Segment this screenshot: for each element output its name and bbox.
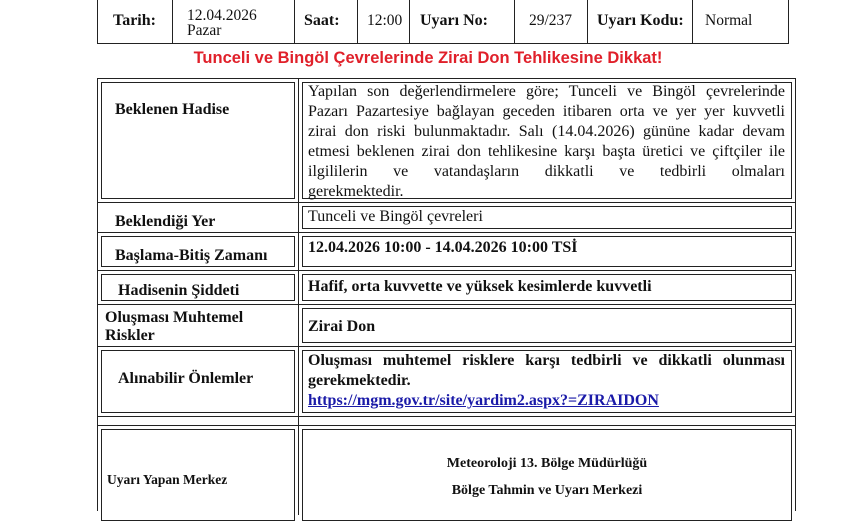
time-label-cell — [295, 0, 358, 43]
issuing-center-value-frame — [302, 429, 792, 521]
expected-place-value-cell — [299, 203, 795, 232]
time-value-cell — [358, 0, 410, 43]
possible-risks-label-line2: Riskler — [105, 327, 155, 344]
measures-line2: gerekmektedir. — [308, 372, 411, 389]
header-strip — [97, 0, 789, 44]
start-end-time-value: 12.04.2026 10:00 - 14.04.2026 10:00 TSİ — [308, 239, 578, 256]
possible-risks-label-cell — [98, 305, 299, 346]
time-value: 12:00 — [367, 12, 403, 29]
measures-text — [308, 351, 785, 411]
possible-risks-value: Zirai Don — [308, 318, 376, 335]
warning-table — [97, 78, 796, 511]
start-end-time-label: Başlama-Bitiş Zamanı — [115, 247, 268, 264]
date-value-cell — [173, 0, 295, 43]
row-expected-event — [98, 79, 795, 203]
row-possible-risks — [98, 305, 795, 347]
warning-code-value: Normal — [705, 12, 753, 29]
expected-event-line: etmesi beklenen zirai don tehlikesine karşı başta üretici ve çiftçiler ile — [308, 143, 785, 160]
expected-event-label-cell — [98, 79, 299, 202]
expected-event-label-frame — [101, 82, 295, 199]
day-value: Pazar — [187, 22, 222, 39]
date-value: 12.04.2026 — [187, 7, 257, 24]
expected-event-line: Pazarı Pazartesiye bağlayan geceden itibaren orta ve yer yer kuvvetli — [308, 103, 785, 120]
issuing-center-value-cell — [299, 426, 795, 515]
expected-event-label: Beklenen Hadise — [115, 101, 230, 118]
row-severity — [98, 271, 795, 305]
possible-risks-value-frame — [302, 308, 792, 343]
spacer-label-cell — [98, 417, 299, 425]
measures-label: Alınabilir Önlemler — [118, 370, 254, 387]
measures-label-cell — [98, 347, 299, 416]
severity-value-cell — [299, 271, 795, 304]
start-end-time-label-cell — [98, 233, 299, 270]
measures-value-cell — [299, 347, 795, 416]
issuing-center-label: Uyarı Yapan Merkez — [107, 472, 228, 487]
expected-event-line: Yapılan son değerlendirmelere göre; Tunceli ve Bingöl çevrelerinde — [308, 83, 785, 100]
row-spacer — [98, 417, 795, 425]
measures-link[interactable]: https://mgm.gov.tr/site/yardim2.aspx?=ZIRAIDON — [308, 392, 659, 409]
date-label: Tarih: — [113, 12, 156, 29]
start-end-time-value-cell — [299, 233, 795, 270]
expected-place-label: Beklendiği Yer — [115, 213, 216, 230]
time-label: Saat: — [304, 12, 340, 29]
warning-no-label: Uyarı No: — [420, 12, 488, 29]
row-expected-place — [98, 203, 795, 233]
expected-event-text — [308, 82, 785, 202]
possible-risks-label-line1: Oluşması Muhtemel — [105, 309, 244, 326]
warning-no-value-cell — [515, 0, 588, 43]
issuing-center-line1: Meteoroloji 13. Bölge Müdürlüğü — [446, 456, 648, 471]
severity-value: Hafif, orta kuvvette ve yüksek kesimlerde kuvvetli — [308, 278, 652, 295]
expected-event-line: gerekmektedir. — [308, 183, 404, 200]
row-measures — [98, 347, 795, 417]
severity-label: Hadisenin Şiddeti — [118, 282, 240, 299]
warning-code-label: Uyarı Kodu: — [597, 12, 684, 29]
possible-risks-value-cell — [299, 305, 795, 346]
row-issuing-center — [98, 425, 795, 515]
expected-place-value: Tunceli ve Bingöl çevreleri — [308, 208, 483, 225]
severity-label-cell — [98, 271, 299, 304]
measures-line1: Oluşması muhtemel risklere karşı tedbirli ve dikkatli olunması — [308, 352, 785, 369]
expected-place-label-cell — [98, 203, 299, 232]
warning-title: Tunceli ve Bingöl Çevrelerinde Zirai Don Tehlikesine Dikkat! — [193, 49, 663, 67]
warning-code-label-cell — [588, 0, 693, 43]
row-start-end-time — [98, 233, 795, 271]
warning-no-label-cell — [410, 0, 515, 43]
expected-event-line: zirai don riski bulunmaktadır. Salı (14.04.2026) gününe kadar devam — [308, 123, 785, 140]
issuing-center-label-cell — [98, 426, 299, 515]
issuing-center-line2: Bölge Tahmin ve Uyarı Merkezi — [451, 483, 643, 498]
warning-code-value-cell — [693, 0, 789, 43]
warning-no-value: 29/237 — [529, 12, 573, 29]
expected-event-line: ilgililerin ve vatandaşların dikkatli ve tedbirli olmaları — [308, 163, 785, 180]
date-label-cell — [98, 0, 173, 43]
expected-event-value-cell — [299, 79, 795, 202]
